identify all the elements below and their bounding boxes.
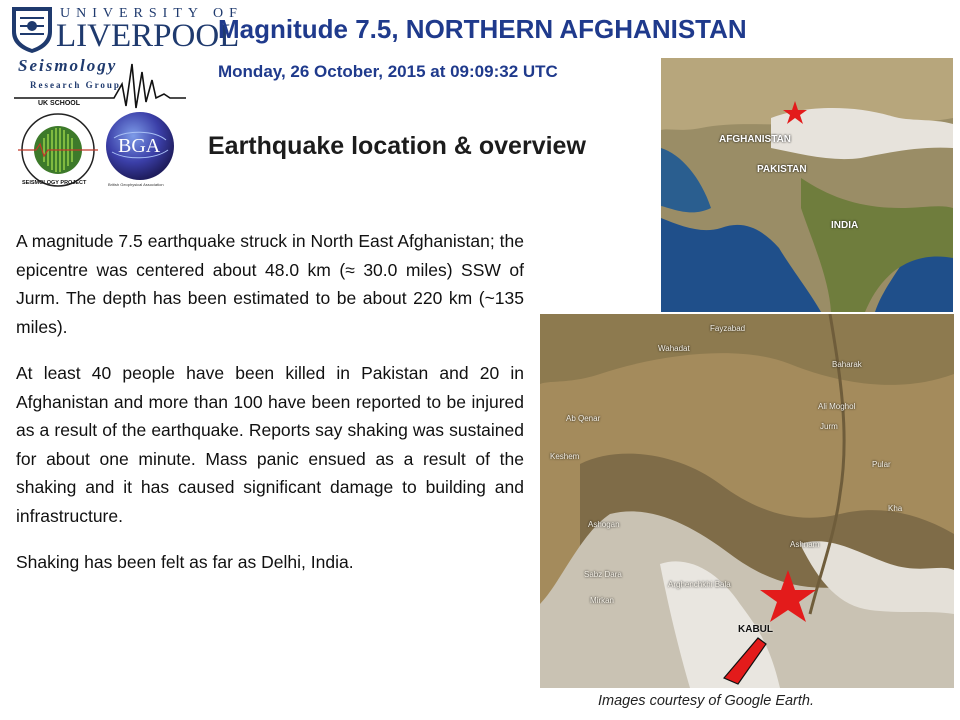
paragraph-3: Shaking has been felt as far as Delhi, India.: [16, 552, 354, 572]
map-label-pakistan: PAKISTAN: [757, 164, 807, 175]
bga-text: BGA: [118, 135, 161, 157]
image-caption: Images courtesy of Google Earth.: [598, 693, 814, 709]
seismology-title: Seismology: [18, 56, 118, 75]
town-label: Keshem: [550, 452, 580, 461]
overview-text: [16, 227, 524, 595]
university-name: LIVERPOOL: [56, 18, 240, 54]
uk-school-seismology-logo: [16, 100, 100, 190]
map-label-india: INDIA: [831, 220, 859, 231]
map-label-kabul: KABUL: [738, 624, 773, 635]
town-label: Ashnam: [790, 540, 820, 549]
town-label: Ashogan: [588, 520, 620, 529]
town-label: Mirkan: [590, 596, 615, 605]
event-datetime: Monday, 26 October, 2015 at 09:09:32 UTC: [218, 62, 558, 81]
university-top-text: UNIVERSITY OF: [60, 6, 243, 21]
section-heading: Earthquake location & overview: [208, 132, 586, 160]
bga-subtext: British Geophysical Association: [108, 182, 164, 187]
town-label: Pular: [872, 460, 891, 469]
town-label: Baharak: [832, 360, 862, 369]
town-label: Kha: [888, 504, 903, 513]
regional-satellite-image: [661, 58, 953, 312]
uk-school-bottom-text: SEISMOLOGY PROJECT: [22, 180, 87, 186]
town-label: Wahadat: [658, 344, 690, 353]
town-label: Jurm: [820, 422, 838, 431]
university-crest-icon: [8, 4, 56, 54]
map-label-afghanistan: AFGHANISTAN: [719, 134, 792, 145]
town-label: Ab Qenar: [566, 414, 601, 423]
paragraph-2: At least 40 people have been killed in Pakistan and 20 in Afghanistan and more than 100 have been reported to be injured as a result of the earthquake. Reports say shaking was sustained for about one minute. Mass panic ensued as a result of the shaking and it has caused significant damage to building and infrastructure.: [16, 363, 524, 526]
town-label: Fayzabad: [710, 324, 746, 333]
uk-school-top-text: UK SCHOOL: [38, 100, 80, 107]
regional-map: [661, 58, 953, 312]
local-map: [540, 314, 954, 688]
town-label: Ali Moghol: [818, 402, 856, 411]
town-label: Sabz Dara: [584, 570, 622, 579]
town-label: Arghenchkhi Bala: [668, 580, 731, 589]
paragraph-1: A magnitude 7.5 earthquake struck in North East Afghanistan; the epicentre was centered about 48.0 km (≈ 30.0 miles) SSW of Jurm. The depth has been estimated to be about 220 km (~135 miles).: [16, 231, 524, 337]
bga-logo: [104, 108, 176, 190]
research-group-text: Research Group: [30, 80, 121, 90]
page-title: Magnitude 7.5, NORTHERN AFGHANISTAN: [218, 14, 747, 44]
